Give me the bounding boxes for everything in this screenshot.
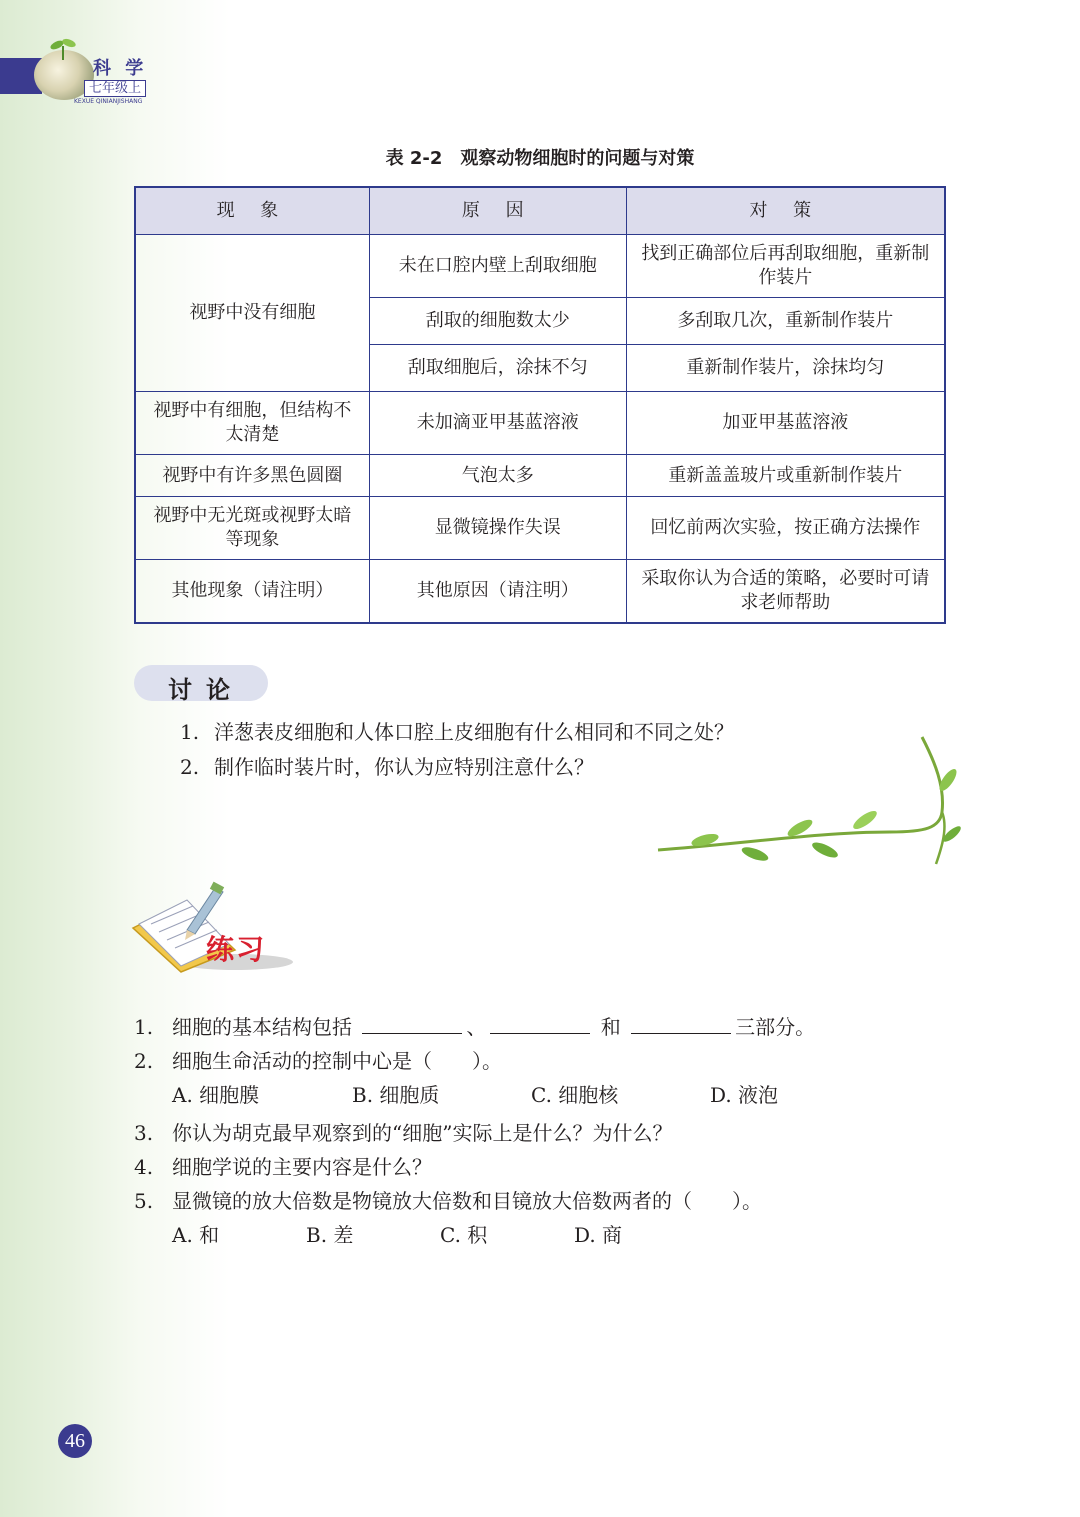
option-b[interactable]: B. 差 <box>306 1223 354 1247</box>
practice-label: 练习 <box>206 933 267 966</box>
table-row <box>135 235 945 298</box>
table-row <box>135 455 945 497</box>
question-number: 2. <box>180 755 200 779</box>
answer-blank[interactable] <box>631 1015 731 1034</box>
cell-cause: 未加滴亚甲基蓝溶液 <box>369 392 626 455</box>
exercise-separator: 、 <box>466 1015 487 1039</box>
sprout-icon <box>48 36 78 60</box>
cell-solution: 回忆前两次实验，按正确方法操作 <box>626 497 945 560</box>
cell-phenomenon: 视野中无光斑或视野太暗等现象 <box>135 497 369 560</box>
problem-solution-table <box>134 186 946 624</box>
question-number: 1. <box>180 720 200 744</box>
table-title: 观察动物细胞时的问题与对策 <box>460 148 695 169</box>
cell-solution: 加亚甲基蓝溶液 <box>626 392 945 455</box>
answer-blank[interactable] <box>490 1015 590 1034</box>
option-d[interactable]: D. 液泡 <box>710 1083 779 1107</box>
exercise-text: 显微镜的放大倍数是物镜放大倍数和目镜放大倍数两者的（ ）。 <box>172 1189 762 1213</box>
cell-solution: 采取你认为合适的策略，必要时可请求老师帮助 <box>626 560 945 623</box>
exercise-4 <box>134 1151 432 1180</box>
exercise-1 <box>134 1011 815 1040</box>
table-row <box>135 560 945 623</box>
page-number: 46 <box>58 1424 92 1458</box>
answer-blank[interactable] <box>362 1015 462 1034</box>
discussion-label: 讨论 <box>168 676 244 704</box>
option-c[interactable]: C. 积 <box>440 1223 488 1247</box>
book-title: 科 学 <box>93 58 148 79</box>
exercise-number: 5. <box>134 1189 154 1213</box>
cell-solution: 重新盖盖玻片或重新制作装片 <box>626 455 945 497</box>
exercise-number: 3. <box>134 1121 154 1145</box>
exercise-2 <box>134 1045 502 1074</box>
discussion-question <box>180 751 594 780</box>
cell-cause: 其他原因（请注明） <box>369 560 626 623</box>
cell-solution: 多刮取几次，重新制作装片 <box>626 298 945 345</box>
question-text: 制作临时装片时，你认为应特别注意什么？ <box>214 755 594 779</box>
exercise-5 <box>134 1185 762 1214</box>
exercise-text: 你认为胡克最早观察到的“细胞”实际上是什么？为什么？ <box>172 1121 673 1145</box>
exercise-text: 细胞的基本结构包括 <box>172 1015 352 1039</box>
table-row <box>135 392 945 455</box>
table-header-row <box>135 187 945 235</box>
header-cause: 原 因 <box>369 187 626 235</box>
question-text: 洋葱表皮细胞和人体口腔上皮细胞有什么相同和不同之处？ <box>214 720 734 744</box>
cell-cause: 气泡太多 <box>369 455 626 497</box>
vine-decoration <box>650 732 970 872</box>
cell-phenomenon: 视野中有许多黑色圆圈 <box>135 455 369 497</box>
cell-cause: 未在口腔内壁上刮取细胞 <box>369 235 626 298</box>
option-b[interactable]: B. 细胞质 <box>352 1083 440 1107</box>
cell-phenomenon: 视野中有细胞，但结构不太清楚 <box>135 392 369 455</box>
exercise-text: 细胞生命活动的控制中心是（ ）。 <box>172 1049 502 1073</box>
cell-cause: 显微镜操作失误 <box>369 497 626 560</box>
cell-cause: 刮取的细胞数太少 <box>369 298 626 345</box>
book-pinyin: KEXUE QINIANJISHANG <box>74 98 143 105</box>
exercise-number: 2. <box>134 1049 154 1073</box>
header-phenomenon: 现 象 <box>135 187 369 235</box>
option-a[interactable]: A. 细胞膜 <box>172 1083 260 1107</box>
option-a[interactable]: A. 和 <box>172 1223 220 1247</box>
exercise-text: 细胞学说的主要内容是什么？ <box>172 1155 432 1179</box>
cell-solution: 找到正确部位后再刮取细胞，重新制作装片 <box>626 235 945 298</box>
cell-solution: 重新制作装片，涂抹均匀 <box>626 345 945 392</box>
exercise-3 <box>134 1117 672 1146</box>
exercise-separator: 和 <box>600 1015 621 1039</box>
exercise-number: 1. <box>134 1015 154 1039</box>
cell-phenomenon: 其他现象（请注明） <box>135 560 369 623</box>
cell-phenomenon: 视野中没有细胞 <box>135 235 369 392</box>
option-c[interactable]: C. 细胞核 <box>531 1083 619 1107</box>
cell-cause: 刮取细胞后，涂抹不匀 <box>369 345 626 392</box>
book-grade: 七年级上 <box>84 80 146 97</box>
exercise-number: 4. <box>134 1155 154 1179</box>
option-d[interactable]: D. 商 <box>574 1223 623 1247</box>
exercise-text-end: 三部分。 <box>735 1015 816 1039</box>
table-row <box>135 497 945 560</box>
header-solution: 对 策 <box>626 187 945 235</box>
table-number: 表 2-2 <box>385 148 443 169</box>
table-caption <box>0 144 1080 170</box>
